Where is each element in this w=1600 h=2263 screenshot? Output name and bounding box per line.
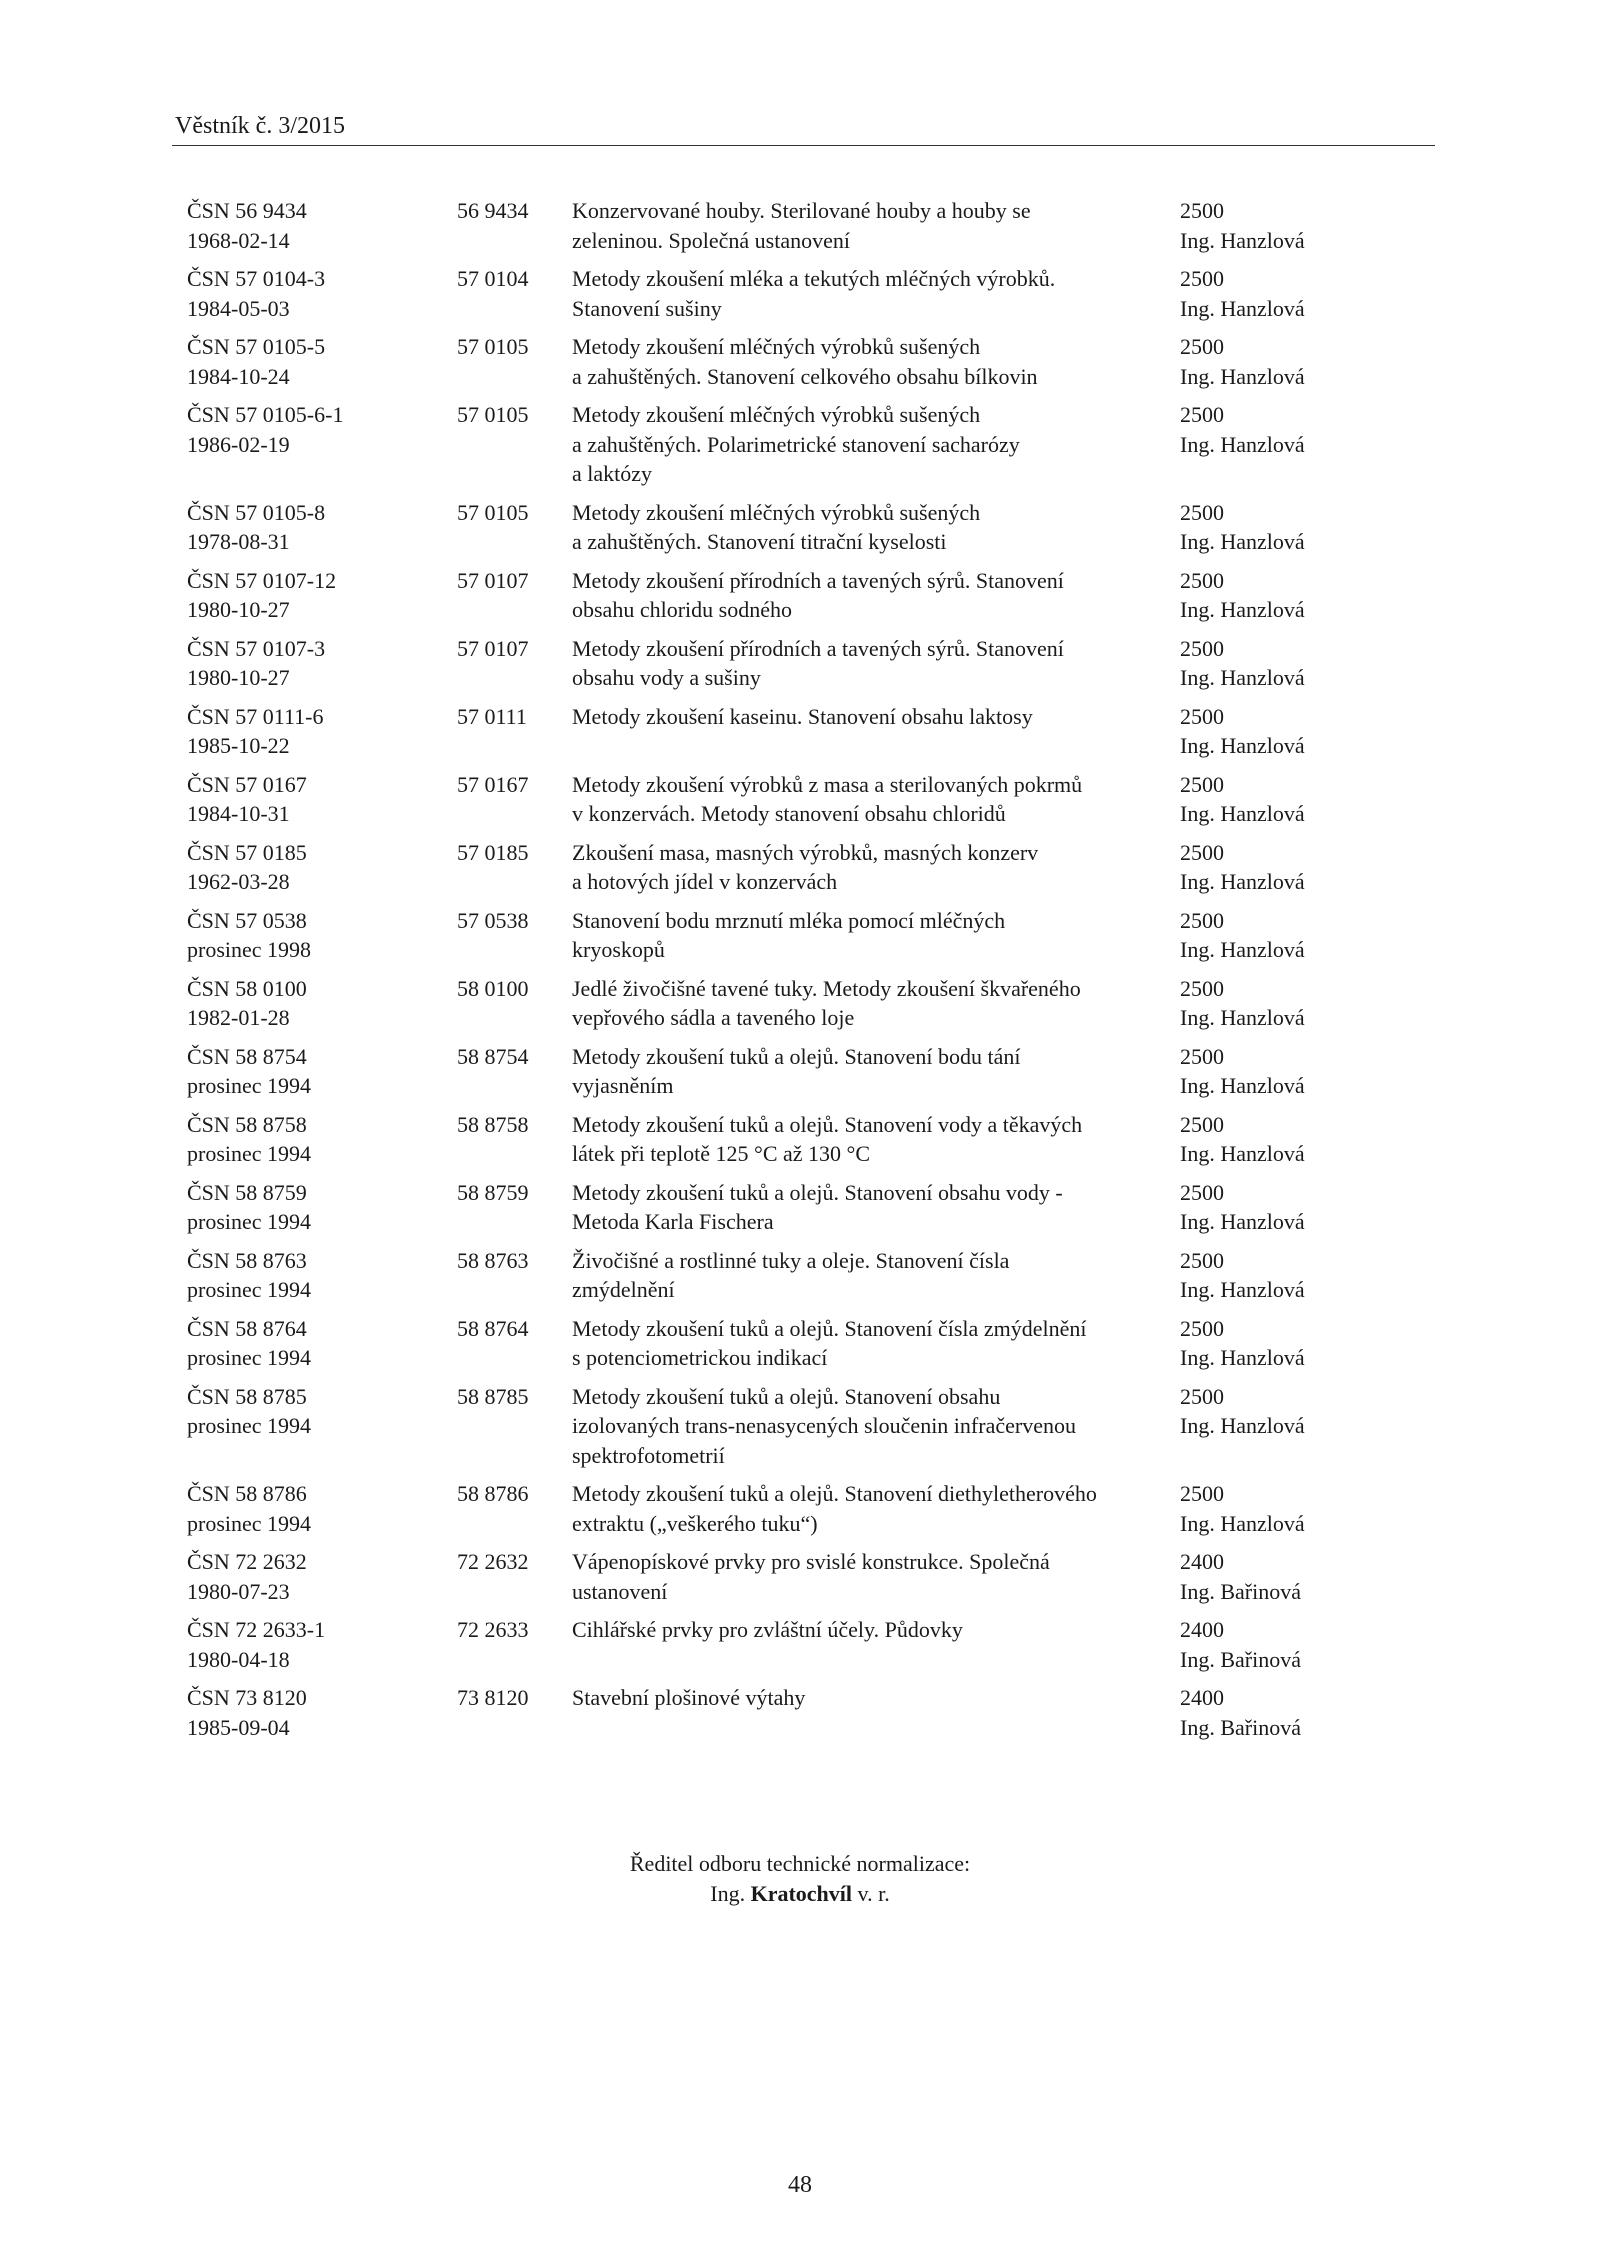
- standard-title: [572, 1110, 1172, 1169]
- classification-code: 58 8754: [457, 1043, 529, 1069]
- standard-row: [0, 906, 1600, 965]
- standard-title-line: Metody zkoušení tuků a olejů. Stanovení bodu tání: [572, 1043, 1021, 1069]
- classification-code: 57 0105: [457, 499, 529, 525]
- standard-id-cell: [187, 332, 437, 391]
- classification-code: 57 0538: [457, 907, 529, 933]
- standard-date: 1984-05-03: [187, 295, 290, 321]
- standard-title-line: Stanovení bodu mrznutí mléka pomocí mléčných: [572, 907, 1006, 933]
- responsible-person: Ing. Hanzlová: [1180, 869, 1305, 894]
- responsible-cell: [1180, 1683, 1430, 1742]
- standard-number: ČSN 57 0105-5: [187, 334, 326, 359]
- responsible-person: Ing. Hanzlová: [1180, 937, 1305, 962]
- classification-code: 58 8785: [457, 1383, 529, 1409]
- standard-number: ČSN 58 8759: [187, 1179, 307, 1205]
- standard-id-cell: [187, 1042, 437, 1101]
- responsible-person: Ing. Hanzlová: [1180, 665, 1305, 690]
- responsible-cell: [1180, 974, 1430, 1033]
- responsible-person: Ing. Hanzlová: [1180, 431, 1305, 457]
- standard-title-line: Metody zkoušení tuků a olejů. Stanovení diethyletherového: [572, 1481, 1097, 1506]
- standard-title-line: Metody zkoušení mléka a tekutých mléčných výrobků.: [572, 266, 1056, 291]
- department-code: 2500: [1180, 1179, 1224, 1205]
- standard-title-line: Stavební plošinové výtahy: [572, 1685, 806, 1710]
- standard-number: ČSN 57 0538: [187, 907, 307, 933]
- responsible-person: Ing. Hanzlová: [1180, 801, 1305, 826]
- standard-id-cell: [187, 1382, 437, 1441]
- classification-code: 73 8120: [457, 1685, 529, 1710]
- standard-title: [572, 770, 1172, 829]
- standard-title: [572, 264, 1172, 323]
- standard-title: [572, 1246, 1172, 1305]
- standard-number: ČSN 58 8786: [187, 1481, 307, 1506]
- responsible-cell: [1180, 1042, 1430, 1101]
- classification-code: 57 0167: [457, 771, 529, 797]
- responsible-cell: [1180, 906, 1430, 965]
- standard-title: [572, 498, 1172, 557]
- responsible-cell: [1180, 196, 1430, 255]
- standard-number: ČSN 58 8758: [187, 1111, 307, 1137]
- standard-number: ČSN 58 0100: [187, 975, 307, 1001]
- standard-title-line: izolovaných trans-nenasycených sloučenin infračervenou: [572, 1413, 1076, 1438]
- standard-row: [0, 1683, 1600, 1742]
- standard-row: [0, 1110, 1600, 1169]
- department-code: 2500: [1180, 975, 1224, 1001]
- standard-title-line: Metody zkoušení kaseinu. Stanovení obsahu laktosy: [572, 703, 1033, 729]
- standard-title-line: vepřového sádla a taveného loje: [572, 1005, 855, 1030]
- department-code: 2500: [1180, 334, 1224, 359]
- standard-number: ČSN 57 0107-12: [187, 567, 337, 593]
- signature-suffix: v. r.: [857, 1881, 890, 1906]
- standard-row: [0, 1178, 1600, 1237]
- standard-row: [0, 1042, 1600, 1101]
- standard-title-line: Živočišné a rostlinné tuky a oleje. Stanovení čísla: [572, 1247, 1010, 1273]
- classification-code: 58 8759: [457, 1179, 529, 1205]
- standard-title: [572, 400, 1172, 489]
- standard-id-cell: [187, 634, 437, 693]
- classification-code: 58 8758: [457, 1111, 529, 1137]
- standard-title: [572, 196, 1172, 255]
- department-code: 2500: [1180, 703, 1224, 729]
- standard-id-cell: [187, 1547, 437, 1606]
- standard-title-line: a zahuštěných. Polarimetrické stanovení sacharózy: [572, 431, 1020, 457]
- standard-title-line: a zahuštěných. Stanovení titrační kyselosti: [572, 529, 947, 554]
- responsible-cell: [1180, 264, 1430, 323]
- standard-id-cell: [187, 770, 437, 829]
- page-header-title: Věstník č. 3/2015: [175, 113, 345, 139]
- standard-title-line: Metody zkoušení tuků a olejů. Stanovení obsahu vody -: [572, 1179, 1063, 1205]
- standard-date: 1980-10-27: [187, 665, 290, 690]
- standard-title-line: Metody zkoušení mléčných výrobků sušených: [572, 334, 981, 359]
- classification-code: 57 0111: [457, 703, 527, 729]
- standard-title-line: Metody zkoušení mléčných výrobků sušených: [572, 402, 981, 427]
- standard-title-line: Metoda Karla Fischera: [572, 1209, 774, 1234]
- standard-title-line: Zkoušení masa, masných výrobků, masných konzerv: [572, 839, 1039, 865]
- standard-row: [0, 1479, 1600, 1538]
- standard-title-line: s potenciometrickou indikací: [572, 1345, 828, 1370]
- standard-row: [0, 400, 1600, 489]
- responsible-cell: [1180, 1479, 1430, 1538]
- standard-date: 1980-04-18: [187, 1646, 290, 1672]
- department-code: 2400: [1180, 1549, 1224, 1574]
- standard-number: ČSN 58 8763: [187, 1247, 307, 1273]
- standard-row: [0, 702, 1600, 761]
- standard-row: [0, 264, 1600, 323]
- department-code: 2500: [1180, 1481, 1224, 1506]
- department-code: 2500: [1180, 266, 1224, 291]
- standard-title: [572, 702, 1172, 732]
- standard-id-cell: [187, 702, 437, 761]
- standard-id-cell: [187, 838, 437, 897]
- standard-number: ČSN 57 0107-3: [187, 635, 326, 661]
- standard-date: 1984-10-24: [187, 363, 290, 389]
- standard-title-line: spektrofotometrií: [572, 1442, 725, 1468]
- department-code: 2500: [1180, 1315, 1224, 1341]
- standard-title: [572, 974, 1172, 1033]
- page-number: 48: [788, 2172, 812, 2198]
- standard-id-cell: [187, 1314, 437, 1373]
- standard-id-cell: [187, 974, 437, 1033]
- responsible-person: Ing. Hanzlová: [1180, 227, 1305, 253]
- standard-date: 1986-02-19: [187, 431, 290, 457]
- standard-row: [0, 196, 1600, 255]
- standard-row: [0, 566, 1600, 625]
- standard-title: [572, 1178, 1172, 1237]
- standard-title-line: Vápenopískové prvky pro svislé konstrukce. Společná: [572, 1549, 1050, 1574]
- standard-title-line: a laktózy: [572, 461, 653, 486]
- standard-title-line: kryoskopů: [572, 937, 665, 962]
- standard-id-cell: [187, 196, 437, 255]
- department-code: 2500: [1180, 567, 1224, 593]
- standard-title-line: Metody zkoušení tuků a olejů. Stanovení vody a těkavých: [572, 1111, 1083, 1137]
- standard-date: 1978-08-31: [187, 529, 290, 554]
- department-code: 2500: [1180, 1043, 1224, 1069]
- standard-title: [572, 566, 1172, 625]
- standard-id-cell: [187, 1683, 437, 1742]
- classification-code: 57 0107: [457, 635, 529, 661]
- standard-id-cell: [187, 566, 437, 625]
- standard-number: ČSN 58 8785: [187, 1383, 307, 1409]
- header-divider: [172, 145, 1435, 146]
- department-code: 2500: [1180, 839, 1224, 865]
- classification-code: 58 8764: [457, 1315, 529, 1341]
- responsible-person: Ing. Hanzlová: [1180, 1073, 1305, 1098]
- standard-title-line: Metody zkoušení přírodních a tavených sýrů. Stanovení: [572, 635, 1064, 661]
- standard-title: [572, 838, 1172, 897]
- standard-id-cell: [187, 1479, 437, 1538]
- standard-title-line: Metody zkoušení mléčných výrobků sušených: [572, 499, 981, 525]
- standard-title: [572, 1479, 1172, 1538]
- classification-code: 57 0104: [457, 266, 529, 291]
- standard-title-line: extraktu („veškerého tuku“): [572, 1510, 818, 1536]
- responsible-person: Ing. Hanzlová: [1180, 363, 1305, 389]
- standard-date: prosinec 1998: [187, 937, 312, 962]
- standard-date: 1985-10-22: [187, 733, 290, 758]
- standard-date: 1982-01-28: [187, 1005, 290, 1030]
- department-code: 2500: [1180, 771, 1224, 797]
- standard-row: [0, 498, 1600, 557]
- standard-title: [572, 1547, 1172, 1606]
- standard-id-cell: [187, 264, 437, 323]
- responsible-cell: [1180, 1314, 1430, 1373]
- signature-name-line: [0, 1879, 1600, 1909]
- standard-id-cell: [187, 906, 437, 965]
- responsible-person: Ing. Hanzlová: [1180, 1209, 1305, 1234]
- standard-row: [0, 838, 1600, 897]
- responsible-person: Ing. Bařinová: [1180, 1714, 1301, 1740]
- classification-code: 57 0185: [457, 839, 529, 865]
- standard-date: 1980-07-23: [187, 1578, 290, 1604]
- responsible-cell: [1180, 838, 1430, 897]
- responsible-cell: [1180, 634, 1430, 693]
- responsible-person: Ing. Hanzlová: [1180, 1141, 1305, 1166]
- standard-id-cell: [187, 498, 437, 557]
- standard-title-line: Stanovení sušiny: [572, 295, 722, 321]
- standard-title-line: ustanovení: [572, 1578, 668, 1604]
- standard-date: 1962-03-28: [187, 869, 290, 894]
- standard-date: prosinec 1994: [187, 1073, 312, 1098]
- department-code: 2500: [1180, 402, 1224, 427]
- responsible-person: Ing. Hanzlová: [1180, 597, 1305, 622]
- department-code: 2500: [1180, 907, 1224, 933]
- responsible-cell: [1180, 1382, 1430, 1441]
- standard-title-line: zmýdelnění: [572, 1277, 675, 1302]
- responsible-cell: [1180, 1110, 1430, 1169]
- standards-list: [0, 196, 1600, 1751]
- responsible-person: Ing. Bařinová: [1180, 1578, 1301, 1604]
- classification-code: 57 0107: [457, 567, 529, 593]
- standard-row: [0, 974, 1600, 1033]
- standard-number: ČSN 72 2632: [187, 1549, 307, 1574]
- standard-title-line: Metody zkoušení tuků a olejů. Stanovení čísla zmýdelnění: [572, 1315, 1087, 1341]
- classification-code: 58 8763: [457, 1247, 529, 1273]
- standard-number: ČSN 58 8764: [187, 1315, 307, 1341]
- responsible-cell: [1180, 400, 1430, 459]
- standard-date: 1980-10-27: [187, 597, 290, 622]
- standard-number: ČSN 58 8754: [187, 1043, 307, 1069]
- signature-block: [0, 1849, 1600, 1909]
- standard-title: [572, 332, 1172, 391]
- standard-title-line: v konzervách. Metody stanovení obsahu chloridů: [572, 801, 1006, 826]
- department-code: 2500: [1180, 635, 1224, 661]
- standard-date: 1985-09-04: [187, 1714, 290, 1740]
- responsible-cell: [1180, 498, 1430, 557]
- responsible-person: Ing. Hanzlová: [1180, 295, 1305, 321]
- classification-code: 58 8786: [457, 1481, 529, 1506]
- standard-title: [572, 1042, 1172, 1101]
- standard-date: prosinec 1994: [187, 1510, 312, 1536]
- responsible-cell: [1180, 566, 1430, 625]
- responsible-person: Ing. Bařinová: [1180, 1646, 1301, 1672]
- standard-id-cell: [187, 1615, 437, 1674]
- classification-code: 57 0105: [457, 334, 529, 359]
- standard-date: prosinec 1994: [187, 1277, 312, 1302]
- standard-title: [572, 906, 1172, 965]
- standard-title: [572, 634, 1172, 693]
- standard-title: [572, 1683, 1172, 1713]
- standard-title-line: obsahu chloridu sodného: [572, 597, 792, 622]
- standard-date: prosinec 1994: [187, 1141, 312, 1166]
- responsible-person: Ing. Hanzlová: [1180, 1005, 1305, 1030]
- department-code: 2400: [1180, 1685, 1224, 1710]
- responsible-person: Ing. Hanzlová: [1180, 1510, 1305, 1536]
- responsible-cell: [1180, 1615, 1430, 1674]
- standard-title-line: a zahuštěných. Stanovení celkového obsahu bílkovin: [572, 363, 1038, 389]
- responsible-person: Ing. Hanzlová: [1180, 1277, 1305, 1302]
- department-code: 2500: [1180, 1383, 1224, 1409]
- standard-title-line: vyjasněním: [572, 1073, 674, 1098]
- standard-row: [0, 1382, 1600, 1471]
- standard-title-line: a hotových jídel v konzervách: [572, 869, 838, 894]
- department-code: 2400: [1180, 1617, 1224, 1642]
- classification-code: 57 0105: [457, 402, 529, 427]
- standard-number: ČSN 57 0185: [187, 839, 307, 865]
- classification-code: 58 0100: [457, 975, 529, 1001]
- standard-date: 1968-02-14: [187, 227, 290, 253]
- standard-date: prosinec 1994: [187, 1413, 312, 1438]
- standard-number: ČSN 57 0105-8: [187, 499, 326, 525]
- standard-number: ČSN 57 0167: [187, 771, 307, 797]
- responsible-person: Ing. Hanzlová: [1180, 529, 1305, 554]
- standard-title-line: Jedlé živočišné tavené tuky. Metody zkoušení škvařeného: [572, 975, 1081, 1001]
- standard-title: [572, 1615, 1172, 1645]
- standard-row: [0, 770, 1600, 829]
- standard-row: [0, 332, 1600, 391]
- standard-title: [572, 1382, 1172, 1471]
- responsible-cell: [1180, 1178, 1430, 1237]
- standard-title-line: obsahu vody a sušiny: [572, 665, 761, 690]
- responsible-person: Ing. Hanzlová: [1180, 1413, 1305, 1438]
- signature-prefix: Ing.: [710, 1881, 746, 1906]
- standard-id-cell: [187, 400, 437, 459]
- standard-date: 1984-10-31: [187, 801, 290, 826]
- responsible-cell: [1180, 1547, 1430, 1606]
- standard-row: [0, 1314, 1600, 1373]
- standard-title: [572, 1314, 1172, 1373]
- standard-title-line: Metody zkoušení přírodních a tavených sýrů. Stanovení: [572, 567, 1064, 593]
- standard-row: [0, 634, 1600, 693]
- standard-number: ČSN 56 9434: [187, 198, 307, 223]
- standard-title-line: Metody zkoušení tuků a olejů. Stanovení obsahu: [572, 1383, 1001, 1409]
- signature-role: Ředitel odboru technické normalizace:: [629, 1851, 971, 1876]
- standard-id-cell: [187, 1178, 437, 1237]
- standard-number: ČSN 73 8120: [187, 1685, 307, 1710]
- standard-row: [0, 1246, 1600, 1305]
- department-code: 2500: [1180, 499, 1224, 525]
- standard-id-cell: [187, 1110, 437, 1169]
- standard-date: prosinec 1994: [187, 1345, 312, 1370]
- responsible-cell: [1180, 1246, 1430, 1305]
- classification-code: 72 2632: [457, 1549, 529, 1574]
- standard-title-line: látek při teplotě 125 °C až 130 °C: [572, 1141, 871, 1166]
- responsible-cell: [1180, 332, 1430, 391]
- signature-name: Kratochvíl: [750, 1881, 853, 1906]
- standard-title-line: Metody zkoušení výrobků z masa a sterilovaných pokrmů: [572, 771, 1083, 797]
- standard-number: ČSN 57 0111-6: [187, 703, 324, 729]
- classification-code: 56 9434: [457, 198, 529, 223]
- responsible-person: Ing. Hanzlová: [1180, 733, 1305, 758]
- standard-date: prosinec 1994: [187, 1209, 312, 1234]
- standard-number: ČSN 72 2633-1: [187, 1617, 326, 1642]
- standard-id-cell: [187, 1246, 437, 1305]
- department-code: 2500: [1180, 1247, 1224, 1273]
- responsible-cell: [1180, 702, 1430, 761]
- standard-row: [0, 1547, 1600, 1606]
- standard-number: ČSN 57 0105-6-1: [187, 402, 344, 427]
- department-code: 2500: [1180, 1111, 1224, 1137]
- standard-title-line: Konzervované houby. Sterilované houby a houby se: [572, 198, 1031, 223]
- standard-number: ČSN 57 0104-3: [187, 266, 326, 291]
- standard-title-line: Cihlářské prvky pro zvláštní účely. Půdovky: [572, 1617, 963, 1642]
- standard-title-line: zeleninou. Společná ustanovení: [572, 227, 850, 253]
- standard-row: [0, 1615, 1600, 1674]
- department-code: 2500: [1180, 198, 1224, 223]
- responsible-person: Ing. Hanzlová: [1180, 1345, 1305, 1370]
- classification-code: 72 2633: [457, 1617, 529, 1642]
- responsible-cell: [1180, 770, 1430, 829]
